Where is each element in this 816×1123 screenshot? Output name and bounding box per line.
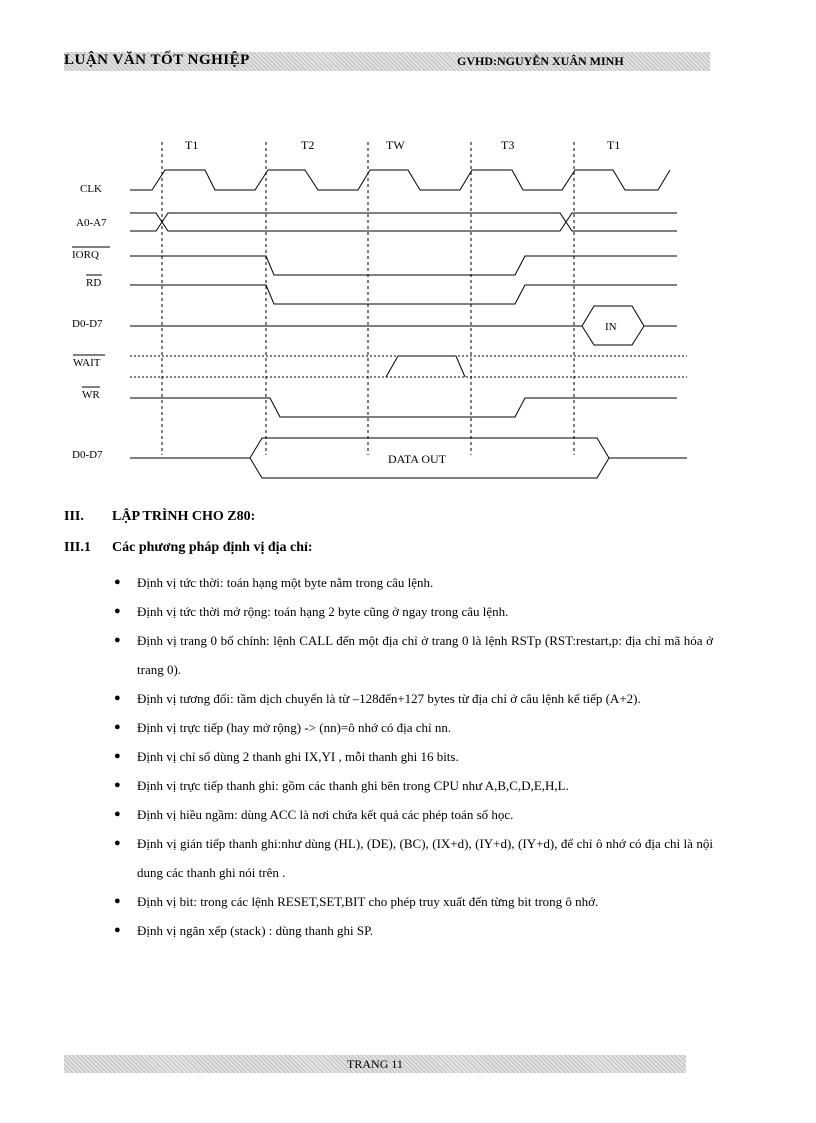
subsection-number: III.1 xyxy=(64,540,91,555)
list-item-text: Định vị trực tiếp thanh ghi: gồm các thanh ghi bên trong CPU như A,B,C,D,E,H,L. xyxy=(137,778,569,793)
bullet-icon: ● xyxy=(114,634,121,646)
advisor-name: GVHD:NGUYỄN XUÂN MINH xyxy=(457,54,624,68)
bullet-icon: ● xyxy=(114,605,121,617)
addr-waveform-bottom xyxy=(130,213,677,231)
bullet-icon: ● xyxy=(114,895,121,907)
list-item-text: Định vị tức thời: toán hạng một byte nằm trong câu lệnh. xyxy=(137,575,434,590)
bullet-icon: ● xyxy=(114,924,121,936)
wait-pulse xyxy=(386,356,465,377)
list-item-text: Định vị tương đối: tầm dịch chuyển là từ –128đến+127 bytes từ địa chỉ ở câu lệnh kế tiếp (A+2). xyxy=(137,691,641,706)
list-item xyxy=(113,713,713,742)
list-item xyxy=(113,684,713,713)
list-item-text: Định vị bit: trong các lệnh RESET,SET,BIT cho phép truy xuất đến từng bit trong ô nhớ. xyxy=(137,894,599,909)
page-footer xyxy=(64,1055,686,1073)
bullet-icon: ● xyxy=(114,779,121,791)
list-item xyxy=(113,829,713,887)
signal-label-data-out: D0-D7 xyxy=(72,449,103,461)
list-item xyxy=(113,771,713,800)
page-header xyxy=(64,52,710,71)
subsection-heading xyxy=(64,540,313,556)
bullet-icon: ● xyxy=(114,808,121,820)
addr-waveform-top xyxy=(130,213,677,231)
phase-label-t1: T1 xyxy=(185,138,199,152)
data-in-label: IN xyxy=(605,321,617,333)
section-title: LẬP TRÌNH CHO Z80: xyxy=(112,509,256,524)
signal-label-rd: RD xyxy=(86,277,102,289)
thesis-title: LUẬN VĂN TỐT NGHIỆP xyxy=(64,52,250,68)
signal-label-clk: CLK xyxy=(80,183,102,195)
phase-label-t3: T3 xyxy=(501,138,515,152)
signal-label-iorq: IORQ xyxy=(72,249,99,261)
list-item xyxy=(113,742,713,771)
data-out-label: DATA OUT xyxy=(388,452,447,466)
list-item-text: Định vị gián tiếp thanh ghi:như dùng (HL), (DE), (BC), (IX+d), (IY+d), (IY+d), để chỉ ô nhớ có địa chỉ là nội dung các thanh ghi nói trên . xyxy=(137,836,713,880)
signal-label-data-in: D0-D7 xyxy=(72,318,103,330)
bullet-icon: ● xyxy=(114,721,121,733)
wr-waveform xyxy=(130,398,677,417)
bullet-icon: ● xyxy=(114,837,121,849)
phase-boundaries xyxy=(162,142,574,455)
phase-label-tw: TW xyxy=(386,138,405,152)
list-item xyxy=(113,626,713,684)
section-number: III. xyxy=(64,509,84,524)
clk-waveform xyxy=(130,170,670,190)
timing-diagram xyxy=(60,130,700,490)
addressing-modes-list xyxy=(113,568,713,945)
list-item xyxy=(113,916,713,945)
signal-label-addr: A0-A7 xyxy=(76,217,107,229)
list-item-text: Định vị chỉ số dùng 2 thanh ghi IX,YI , mỗi thanh ghi 16 bits. xyxy=(137,749,459,764)
list-item-text: Định vị ngăn xếp (stack) : dùng thanh ghi SP. xyxy=(137,923,374,938)
list-item xyxy=(113,568,713,597)
phase-label-t2: T2 xyxy=(301,138,315,152)
bullet-icon: ● xyxy=(114,692,121,704)
section-heading xyxy=(64,509,255,525)
list-item-text: Định vị hiều ngầm: dùng ACC là nơi chứa kết quả các phép toán số học. xyxy=(137,807,514,822)
list-item xyxy=(113,800,713,829)
phase-label-t1-next: T1 xyxy=(607,138,621,152)
subsection-title: Các phương pháp định vị địa chỉ: xyxy=(112,540,313,555)
signal-label-wr: WR xyxy=(82,389,100,401)
list-item xyxy=(113,597,713,626)
list-item-text: Định vị tức thời mở rộng: toán hạng 2 byte cũng ở ngay trong câu lệnh. xyxy=(137,604,509,619)
rd-waveform xyxy=(130,285,677,304)
list-item xyxy=(113,887,713,916)
page-number: TRANG 11 xyxy=(347,1057,403,1071)
bullet-icon: ● xyxy=(114,576,121,588)
list-item-text: Định vị trực tiếp (hay mở rộng) -> (nn)=ô nhớ có địa chỉ nn. xyxy=(137,720,452,735)
signal-label-wait: WAIT xyxy=(73,357,101,369)
list-item-text: Định vị trang 0 bổ chính: lệnh CALL đến một địa chỉ ở trang 0 là lệnh RSTp (RST:restart,p: địa chỉ mã hóa ở trang 0). xyxy=(137,633,713,677)
iorq-waveform xyxy=(130,256,677,275)
bullet-icon: ● xyxy=(114,750,121,762)
